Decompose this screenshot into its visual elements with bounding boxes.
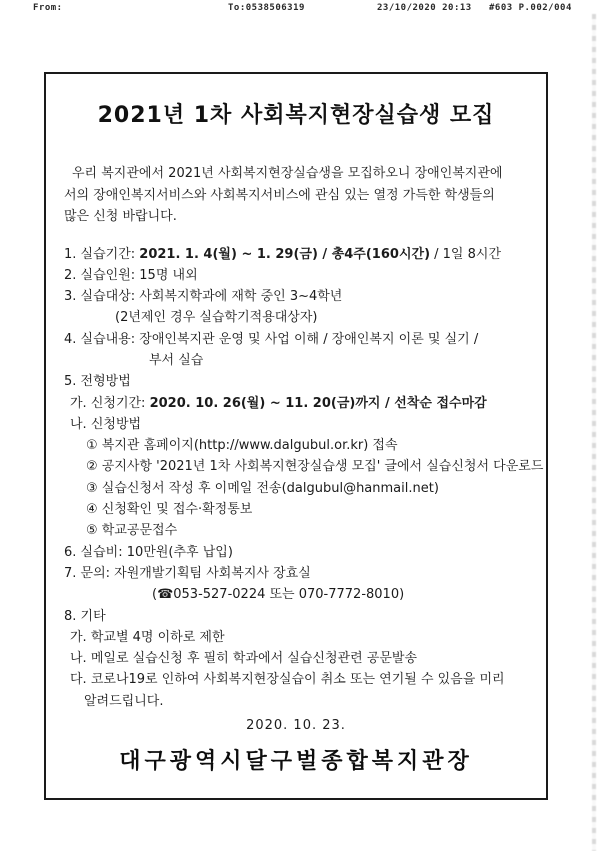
item-contact: 7. 문의: 자원개발기획팀 사회복지사 장효실 (64, 565, 311, 581)
apply-step: ⑤ 학교공문접수 (86, 523, 178, 539)
notice-item-list (46, 244, 546, 713)
fax-to-number: To:0538506319 (228, 3, 305, 13)
intro-line: 우리 복지관에서 2021년 사회복지현장실습생을 모집하오니 장애인복지관에 (72, 166, 503, 181)
item-capacity: 2. 실습인원: 15명 내외 (64, 267, 198, 283)
item-selection-method: 5. 전형방법 (64, 374, 131, 390)
intro-line: 서의 장애인복지서비스와 사회복지서비스에 관심 있는 열정 가득한 학생들의 (64, 187, 495, 203)
issue-date: 2020. 10. 23. (246, 718, 346, 734)
apply-period-dates: 2020. 10. 26(월) ~ 11. 20(금)까지 / 선착순 접수마감 (149, 395, 487, 411)
etc-sub-item-cont: 알려드립니다. (84, 693, 164, 709)
etc-sub-item: 다. 코로나19로 인하여 사회복지현장실습이 취소 또는 연기될 수 있음을 미리 (70, 672, 505, 688)
etc-sub-item: 나. 메일로 실습신청 후 필히 학과에서 실습신청관련 공문발송 (70, 651, 418, 667)
item-label: 가. 신청기간: (70, 395, 150, 411)
apply-step: ④ 신청확인 및 접수·확정통보 (86, 502, 253, 518)
item-period-hours: / 1일 8시간 (430, 246, 502, 262)
intro-line: 많은 신청 바랍니다. (64, 209, 177, 224)
apply-step: ① 복지관 홈페이지(http://www.dalgubul.or.kr) 접속 (86, 438, 398, 454)
apply-step: ② 공지사항 '2021년 1차 사회복지현장실습생 모집' 글에서 실습신청서 다운로드 (86, 459, 544, 475)
item-etc: 8. 기타 (64, 608, 106, 624)
notice-document-frame (44, 72, 548, 800)
fax-datetime: 23/10/2020 20:13 (377, 3, 472, 13)
issuer-signature: 대구광역시달구벌종합복지관장 (119, 749, 473, 775)
item-target: 3. 실습대상: 사회복지학과에 재학 중인 3~4학년 (64, 289, 343, 305)
item-practice-period (46, 244, 546, 265)
item-fee: 6. 실습비: 10만원(추후 납입) (64, 544, 233, 560)
item-target-note: (2년제인 경우 실습학기적용대상자) (115, 310, 318, 326)
fax-page-counter: #603 P.002/004 (489, 3, 572, 13)
item-content: 4. 실습내용: 장애인복지관 운영 및 사업 이해 / 장애인복지 이론 및 실기 / (64, 331, 479, 347)
etc-sub-item: 가. 학교별 4명 이하로 제한 (70, 629, 225, 645)
item-apply-method: 나. 신청방법 (70, 416, 142, 432)
item-label: 1. 실습기간: (64, 246, 140, 262)
item-contact-phone: (☎053-527-0224 또는 070-7772-8010) (152, 587, 405, 603)
scan-artifact-streak (592, 14, 596, 851)
fax-from-label: From: (33, 3, 63, 13)
item-content-cont: 부서 실습 (149, 352, 204, 368)
notice-title: 2021년 1차 사회복지현장실습생 모집 (97, 103, 495, 128)
apply-step: ③ 실습신청서 작성 후 이메일 전송(dalgubul@hanmail.net) (86, 480, 439, 496)
item-apply-period (46, 393, 546, 414)
item-period-dates: 2021. 1. 4(월) ~ 1. 29(금) / 총4주(160시간) (139, 246, 431, 262)
fax-transmission-header (0, 3, 610, 17)
intro-paragraph (64, 163, 532, 228)
